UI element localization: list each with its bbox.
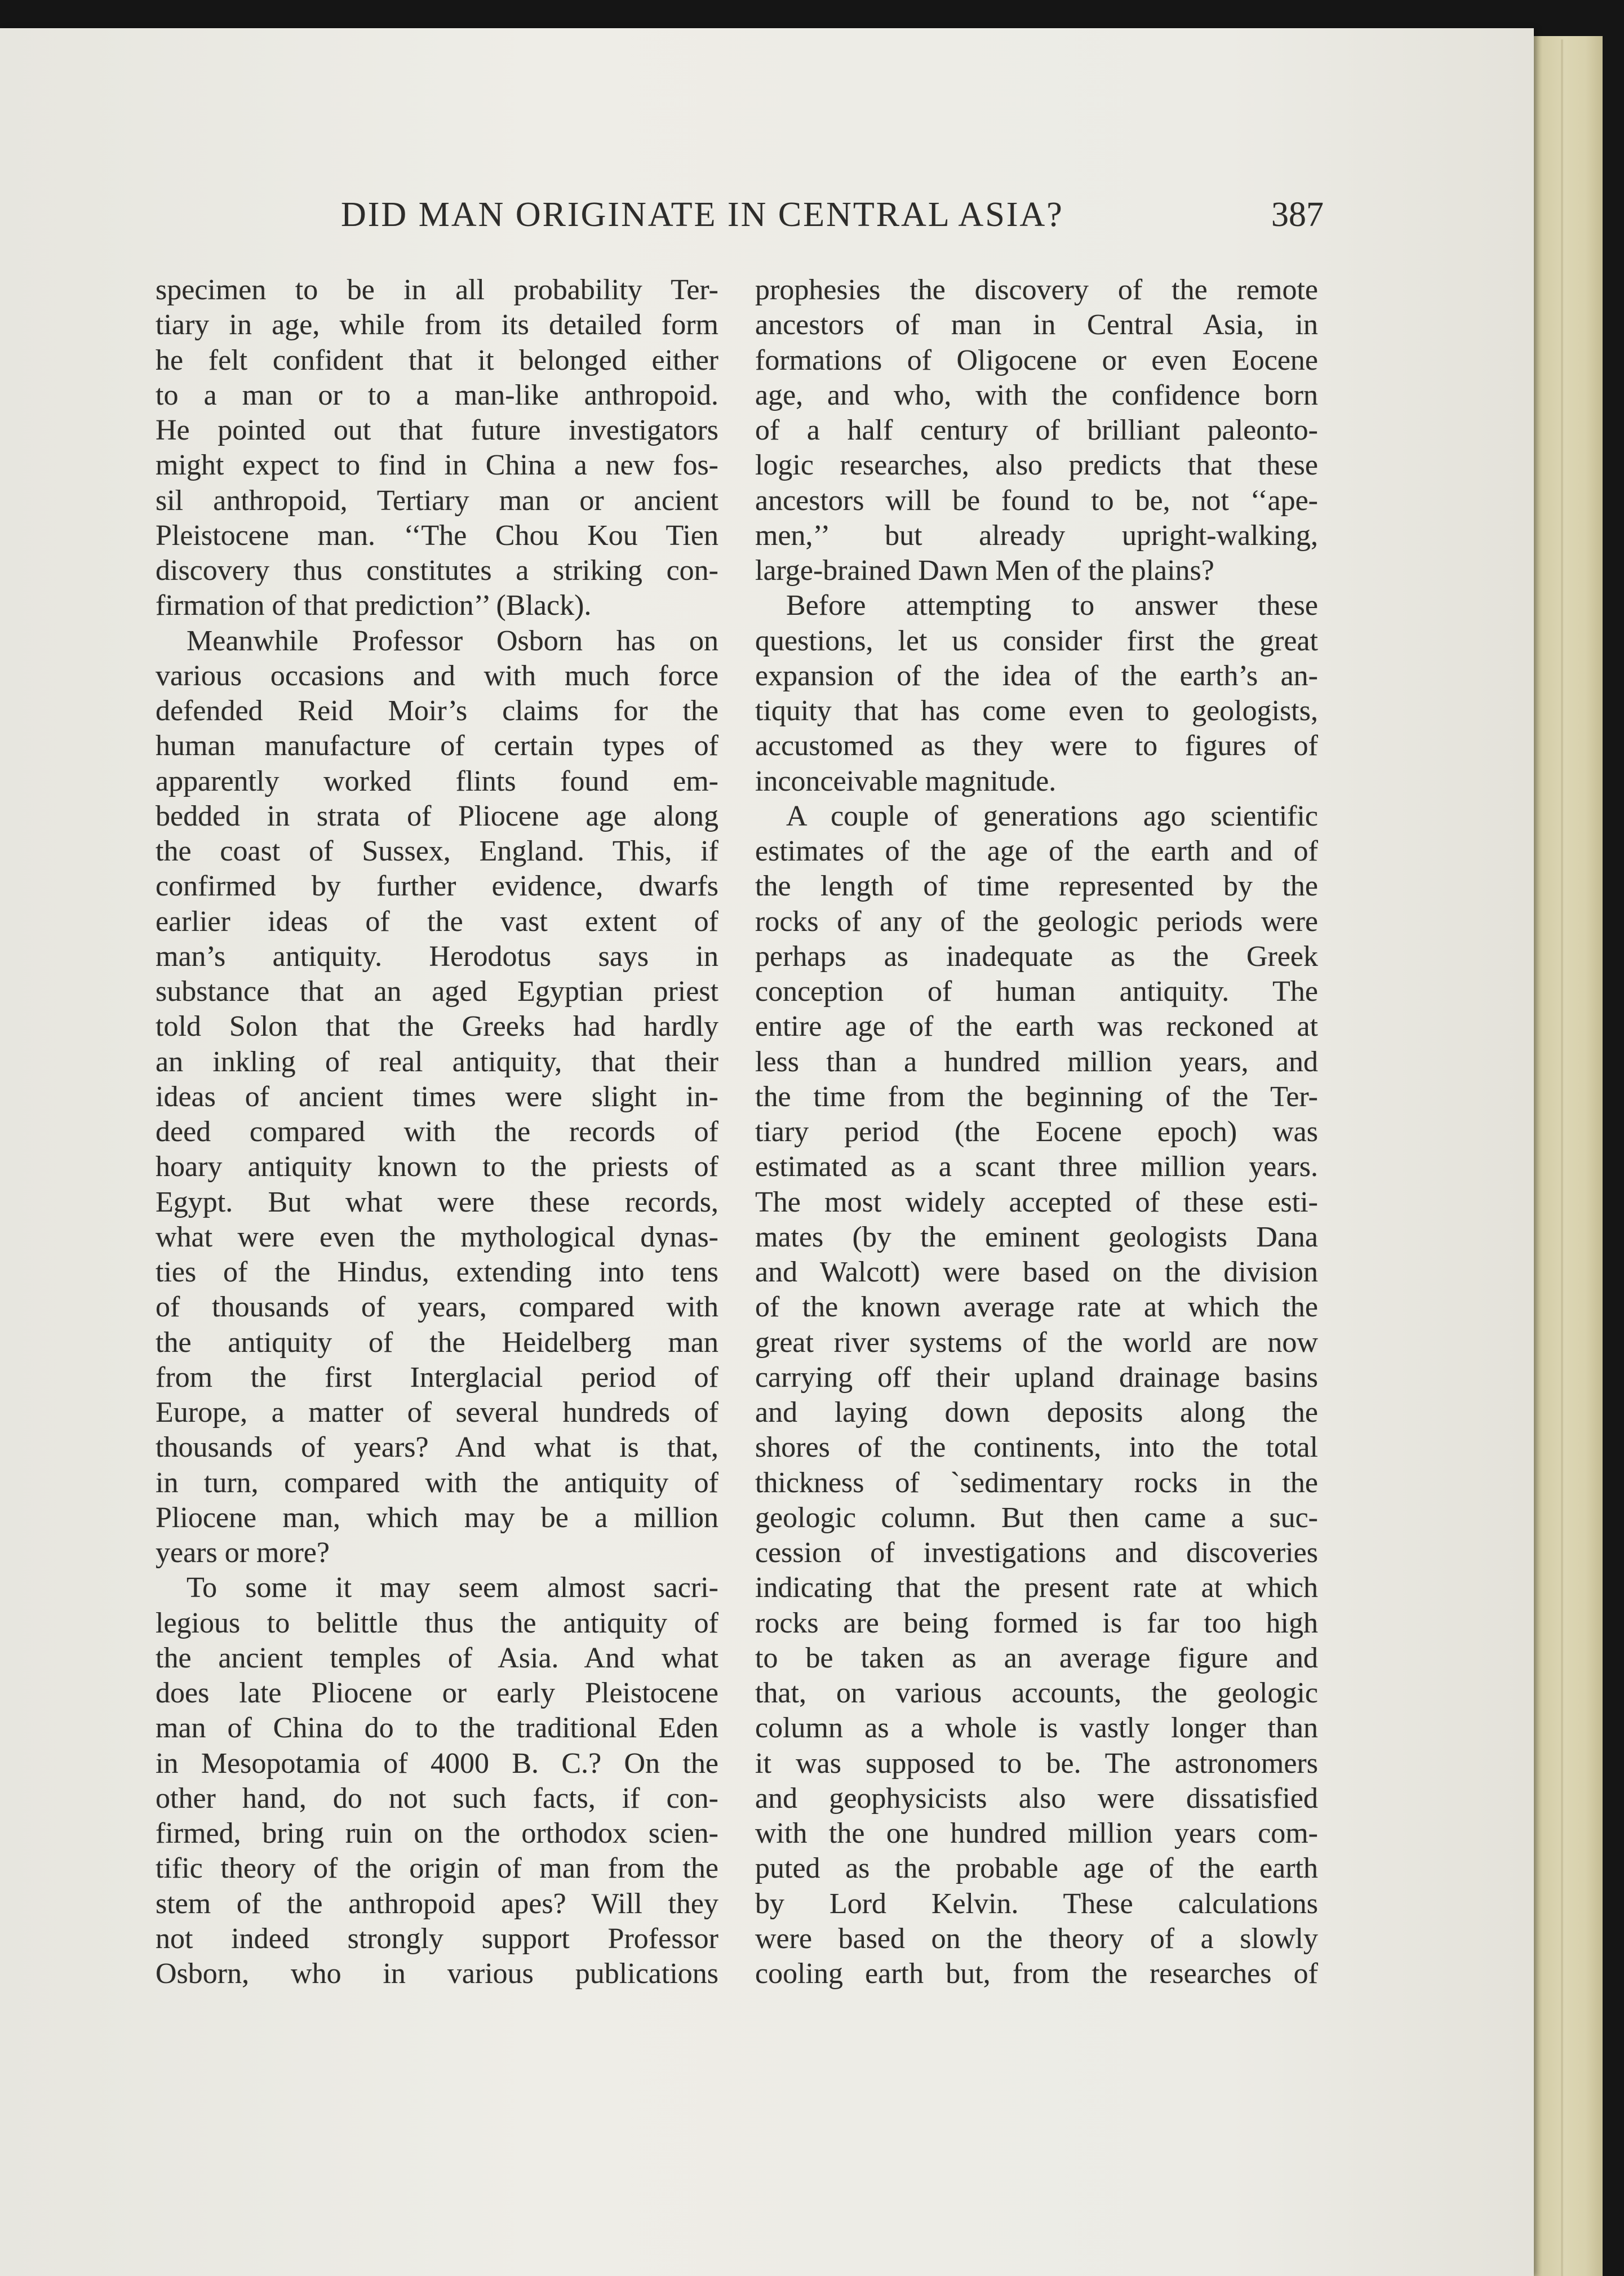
text-line: A couple of generations ago scientific bbox=[786, 800, 1318, 832]
paragraph bbox=[755, 273, 1318, 588]
text-line: legious to belittle thus the antiquity of bbox=[156, 1607, 718, 1639]
text-line: He pointed out that future investigators bbox=[156, 414, 718, 446]
text-line: the time from the beginning of the Ter- bbox=[755, 1080, 1318, 1113]
text-line: great river systems of the world are now bbox=[755, 1326, 1318, 1359]
text-line: in turn, compared with the antiquity of bbox=[156, 1466, 718, 1499]
text-line: carrying off their upland drainage basins bbox=[755, 1361, 1318, 1394]
text-line: estimated as a scant three million years. bbox=[755, 1151, 1318, 1183]
page-edge-stack bbox=[1534, 36, 1603, 2276]
text-line: Egypt. But what were these records, bbox=[156, 1186, 718, 1218]
text-line: man’s antiquity. Herodotus says in bbox=[156, 940, 718, 973]
text-line: Europe, a matter of several hundreds of bbox=[156, 1396, 718, 1428]
text-line: shores of the continents, into the total bbox=[755, 1431, 1318, 1464]
text-line: firmed, bring ruin on the orthodox scien- bbox=[156, 1817, 718, 1849]
text-line: the antiquity of the Heidelberg man bbox=[156, 1326, 718, 1359]
text-line: tific theory of the origin of man from the bbox=[156, 1852, 718, 1885]
text-line: cooling earth but, from the researches of bbox=[755, 1958, 1318, 1990]
text-line: thousands of years? And what is that, bbox=[156, 1431, 718, 1464]
text-line: deed compared with the records of bbox=[156, 1116, 718, 1148]
text-line: rocks of any of the geologic periods were bbox=[755, 905, 1318, 938]
text-line: defended Reid Moir’s claims for the bbox=[156, 695, 718, 727]
text-line: mates (by the eminent geologists Dana bbox=[755, 1221, 1318, 1253]
text-line: tiquity that has come even to geologists, bbox=[755, 695, 1318, 727]
running-head: DID MAN ORIGINATE IN CENTRAL ASIA? bbox=[341, 196, 1064, 234]
text-line: does late Pliocene or early Pleistocene bbox=[156, 1677, 718, 1709]
text-line: Osborn, who in various publications bbox=[156, 1958, 718, 1990]
text-line: were based on the theory of a slowly bbox=[755, 1922, 1318, 1955]
text-line: cession of investigations and discoveries bbox=[755, 1537, 1318, 1569]
text-line: Pliocene man, which may be a million bbox=[156, 1501, 718, 1534]
text-line: tiary in age, while from its detailed form bbox=[156, 309, 718, 341]
text-line: thickness of `sedimentary rocks in the bbox=[755, 1466, 1318, 1499]
text-line: ideas of ancient times were slight in- bbox=[156, 1080, 718, 1113]
paragraph bbox=[156, 273, 718, 624]
text-line: with the one hundred million years com- bbox=[755, 1817, 1318, 1849]
text-line: of the known average rate at which the bbox=[755, 1291, 1318, 1324]
text-line: apparently worked flints found em- bbox=[156, 765, 718, 797]
text-line: stem of the anthropoid apes? Will they bbox=[156, 1887, 718, 1920]
text-line: he felt confident that it belonged either bbox=[156, 344, 718, 376]
text-line: confirmed by further evidence, dwarfs bbox=[156, 870, 718, 903]
paragraph bbox=[156, 624, 718, 1571]
paragraph bbox=[755, 588, 1318, 799]
text-line: and Walcott) were based on the division bbox=[755, 1256, 1318, 1288]
text-line: told Solon that the Greeks had hardly bbox=[156, 1010, 718, 1043]
text-line: conception of human antiquity. The bbox=[755, 975, 1318, 1008]
text-line: men,’’ but already upright-walking, bbox=[755, 519, 1318, 552]
text-line: estimates of the age of the earth and of bbox=[755, 835, 1318, 867]
text-line: Pleistocene man. ‘‘The Chou Kou Tien bbox=[156, 519, 718, 552]
text-line: column as a whole is vastly longer than bbox=[755, 1712, 1318, 1745]
text-line: To some it may seem almost sacri- bbox=[187, 1572, 718, 1604]
text-line: entire age of the earth was reckoned at bbox=[755, 1010, 1318, 1043]
text-line: of thousands of years, compared with bbox=[156, 1291, 718, 1324]
text-line: by Lord Kelvin. These calculations bbox=[755, 1887, 1318, 1920]
page-number: 387 bbox=[1271, 196, 1324, 234]
text-line: the coast of Sussex, England. This, if bbox=[156, 835, 718, 867]
text-line: ancestors will be found to be, not ‘‘ape- bbox=[755, 484, 1318, 517]
text-line: the ancient temples of Asia. And what bbox=[156, 1641, 718, 1674]
text-line: ties of the Hindus, extending into tens bbox=[156, 1256, 718, 1288]
text-column-right bbox=[755, 273, 1318, 1991]
text-line: firmation of that prediction’’ (Black). bbox=[156, 589, 592, 622]
text-line: years or more? bbox=[156, 1537, 330, 1569]
text-line: of a half century of brilliant paleonto- bbox=[755, 414, 1318, 446]
text-line: geologic column. But then came a suc- bbox=[755, 1501, 1318, 1534]
text-line: puted as the probable age of the earth bbox=[755, 1852, 1318, 1885]
text-line: various occasions and with much force bbox=[156, 659, 718, 692]
text-line: that, on various accounts, the geologic bbox=[755, 1677, 1318, 1709]
paragraph bbox=[755, 799, 1318, 1992]
text-line: expansion of the idea of the earth’s an- bbox=[755, 659, 1318, 692]
text-line: age, and who, with the confidence born bbox=[755, 379, 1318, 411]
text-line: discovery thus constitutes a striking con- bbox=[156, 554, 718, 587]
text-line: sil anthropoid, Tertiary man or ancient bbox=[156, 484, 718, 517]
text-line: earlier ideas of the vast extent of bbox=[156, 905, 718, 938]
text-line: might expect to find in China a new fos- bbox=[156, 449, 718, 482]
text-line: in Mesopotamia of 4000 B. C.? On the bbox=[156, 1747, 718, 1780]
text-line: less than a hundred million years, and bbox=[755, 1045, 1318, 1078]
text-line: indicating that the present rate at which bbox=[755, 1572, 1318, 1604]
text-line: formations of Oligocene or even Eocene bbox=[755, 344, 1318, 376]
text-line: specimen to be in all probability Ter- bbox=[156, 274, 718, 306]
text-line: inconceivable magnitude. bbox=[755, 765, 1057, 797]
text-line: an inkling of real antiquity, that their bbox=[156, 1045, 718, 1078]
text-line: man of China do to the traditional Eden bbox=[156, 1712, 718, 1745]
text-line: to a man or to a man-like anthropoid. bbox=[156, 379, 718, 411]
text-line: hoary antiquity known to the priests of bbox=[156, 1151, 718, 1183]
text-line: and geophysicists also were dissatisfied bbox=[755, 1782, 1318, 1814]
text-line: ancestors of man in Central Asia, in bbox=[755, 309, 1318, 341]
text-line: to be taken as an average figure and bbox=[755, 1641, 1318, 1674]
text-line: it was supposed to be. The astronomers bbox=[755, 1747, 1318, 1780]
text-line: Before attempting to answer these bbox=[786, 589, 1318, 622]
text-line: Meanwhile Professor Osborn has on bbox=[187, 624, 718, 657]
page-edge-shadow bbox=[1561, 39, 1563, 2276]
text-line: perhaps as inadequate as the Greek bbox=[755, 940, 1318, 973]
text-line: rocks are being formed is far too high bbox=[755, 1607, 1318, 1639]
text-line: the length of time represented by the bbox=[755, 870, 1318, 903]
text-line: human manufacture of certain types of bbox=[156, 730, 718, 762]
text-line: from the first Interglacial period of bbox=[156, 1361, 718, 1394]
text-column-left bbox=[156, 273, 718, 1991]
text-line: accustomed as they were to figures of bbox=[755, 730, 1318, 762]
text-line: prophesies the discovery of the remote bbox=[755, 274, 1318, 306]
text-line: and laying down deposits along the bbox=[755, 1396, 1318, 1428]
paragraph bbox=[156, 1570, 718, 1991]
text-line: logic researches, also predicts that these bbox=[755, 449, 1318, 482]
text-line: The most widely accepted of these esti- bbox=[755, 1186, 1318, 1218]
text-line: what were even the mythological dynas- bbox=[156, 1221, 718, 1253]
text-line: questions, let us consider first the great bbox=[755, 624, 1318, 657]
text-line: bedded in strata of Pliocene age along bbox=[156, 800, 718, 832]
text-line: tiary period (the Eocene epoch) was bbox=[755, 1116, 1318, 1148]
text-line: other hand, do not such facts, if con- bbox=[156, 1782, 718, 1814]
text-line: not indeed strongly support Professor bbox=[156, 1922, 718, 1955]
text-line: substance that an aged Egyptian priest bbox=[156, 975, 718, 1008]
text-line: large-brained Dawn Men of the plains? bbox=[755, 554, 1214, 587]
